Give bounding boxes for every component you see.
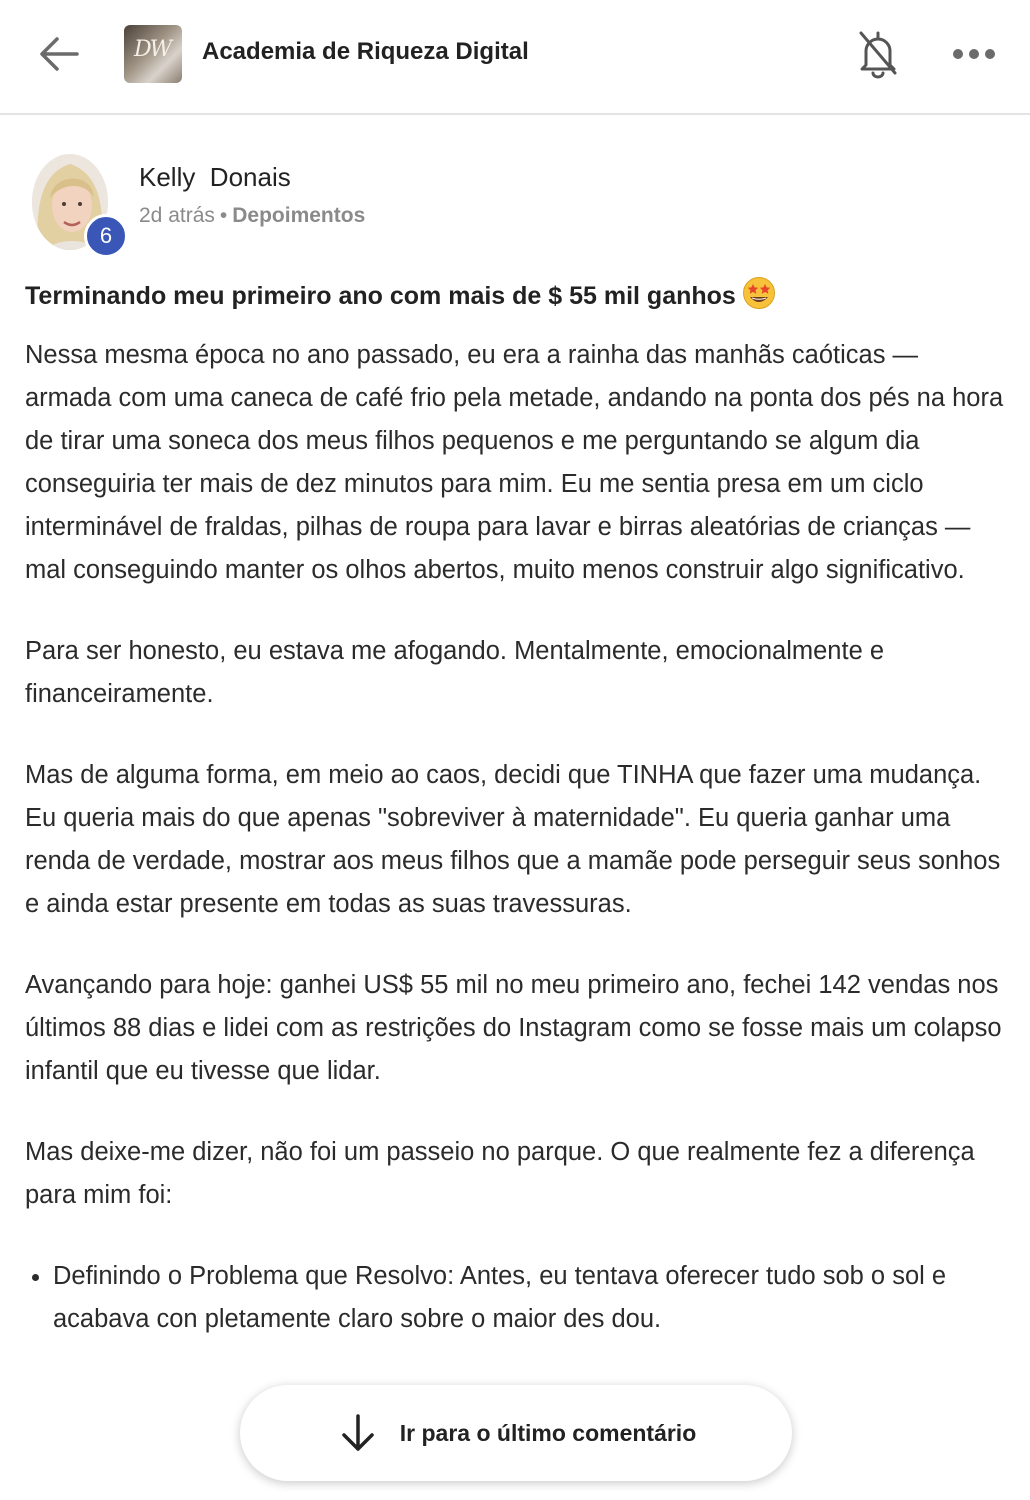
bell-off-icon <box>857 29 899 79</box>
more-horizontal-icon <box>952 47 996 61</box>
more-options-button[interactable] <box>946 36 1002 72</box>
back-button[interactable] <box>30 28 88 80</box>
group-logo[interactable] <box>124 25 182 83</box>
list-item: • Definindo o Problema que Resolvo: Antes, eu tentava oferecer tudo sob o sol e acabava con pletamente claro sobre o maior des dou. <box>53 1255 1010 1341</box>
post-bullet-list <box>25 1255 1010 1341</box>
post-meta <box>139 204 365 228</box>
post-title <box>25 276 1005 319</box>
jump-to-last-comment-button[interactable] <box>240 1385 792 1481</box>
post-paragraph: Nessa mesma época no ano passado, eu era a rainha das manhãs caóticas — armada com uma caneca de café frio pela metade, andando na ponta dos pés na hora de tirar uma soneca dos meus filhos pequenos e me perguntando se algum dia conseguiria ter mais de dez minutos para mim. Eu me sentia presa em um ciclo interminável de fraldas, pilhas de roupa para lavar e birras aleatórias de crianças — mal conseguindo manter os olhos abertos, muito menos construir algo significativo. <box>25 341 1004 584</box>
author-name[interactable]: Kelly Donais <box>139 162 291 192</box>
notifications-button[interactable] <box>852 26 904 82</box>
star-struck-emoji-icon <box>742 276 776 319</box>
group-name[interactable]: Academia de Riqueza Digital <box>202 38 529 65</box>
post-title-text: Terminando meu primeiro ano com mais de $ 55 mil ganhos <box>25 282 736 310</box>
level-badge: 6 <box>84 214 128 258</box>
post-paragraph: Mas deixe-me dizer, não foi um passeio no parque. O que realmente fez a diferença para mim foi: <box>25 1138 975 1209</box>
arrow-left-icon <box>39 36 79 72</box>
top-bar <box>0 0 1030 115</box>
post-body <box>25 334 1010 1341</box>
post-paragraph: Mas de alguma forma, em meio ao caos, decidi que TINHA que fazer uma mudança. Eu queria mais do que apenas "sobreviver à maternidade". Eu queria ganhar uma renda de verdade, mostrar aos meus filhos que a mamãe pode perseguir seus sonhos e ainda estar presente em todas as suas travessuras. <box>25 761 1001 918</box>
jump-button-label: Ir para o último comentário <box>399 1419 697 1446</box>
post-author <box>26 150 1006 260</box>
post-paragraph: Avançando para hoje: ganhei US$ 55 mil no meu primeiro ano, fechei 142 vendas nos últimos 88 dias e lidei com as restrições do Instagram como se fosse mais um colapso infantil que eu tivesse que lidar. <box>25 971 1002 1085</box>
meta-separator: • <box>219 204 228 227</box>
post-category[interactable]: Depoimentos <box>232 204 366 227</box>
group-logo-text: DW <box>134 37 171 62</box>
post-time: 2d atrás <box>139 204 215 227</box>
post-paragraph: Para ser honesto, eu estava me afogando. Mentalmente, emocionalmente e financeiramente. <box>25 637 885 708</box>
arrow-down-icon <box>336 1411 380 1455</box>
